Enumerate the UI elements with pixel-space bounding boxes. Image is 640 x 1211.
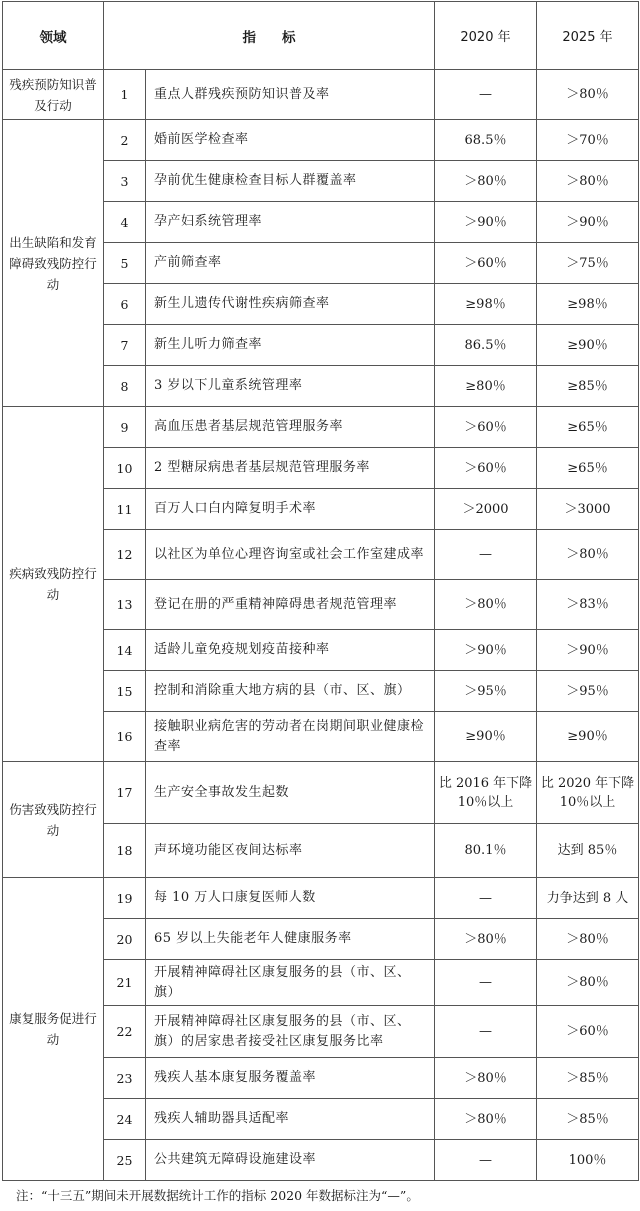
indicator-cell: 新生儿遗传代谢性疾病筛查率 [146, 284, 435, 325]
value-2025-cell: ＞75％ [537, 243, 639, 284]
value-2025-cell: ＞95％ [537, 671, 639, 712]
indicator-cell: 生产安全事故发生起数 [146, 762, 435, 824]
value-2025-cell: ＞3000 [537, 489, 639, 530]
row-number: 2 [104, 120, 146, 161]
domain-cell: 伤害致残防控行动 [3, 762, 104, 878]
indicator-cell: 百万人口白内障复明手术率 [146, 489, 435, 530]
indicator-cell: 产前筛查率 [146, 243, 435, 284]
row-number: 18 [104, 824, 146, 878]
value-2025-cell: ≥65％ [537, 448, 639, 489]
header-row [3, 2, 639, 70]
row-number: 24 [104, 1099, 146, 1140]
indicator-cell: 残疾人基本康复服务覆盖率 [146, 1058, 435, 1099]
row-number: 5 [104, 243, 146, 284]
value-2025-cell: ＞80％ [537, 919, 639, 960]
value-2020-cell: ≥80％ [435, 366, 537, 407]
indicator-cell: 2 型糖尿病患者基层规范管理服务率 [146, 448, 435, 489]
row-number: 9 [104, 407, 146, 448]
value-2025-cell: ≥90％ [537, 712, 639, 762]
row-number: 15 [104, 671, 146, 712]
value-2020-cell: 86.5％ [435, 325, 537, 366]
value-2025-cell: ＞80％ [537, 70, 639, 120]
indicator-cell: 新生儿听力筛查率 [146, 325, 435, 366]
indicator-cell: 孕产妇系统管理率 [146, 202, 435, 243]
row-number: 21 [104, 960, 146, 1006]
indicator-cell: 接触职业病危害的劳动者在岗期间职业健康检查率 [146, 712, 435, 762]
value-2020-cell: ＞60％ [435, 407, 537, 448]
indicator-cell: 声环境功能区夜间达标率 [146, 824, 435, 878]
table-body [3, 70, 639, 1181]
value-2020-cell: ＞80％ [435, 919, 537, 960]
row-number: 6 [104, 284, 146, 325]
row-number: 10 [104, 448, 146, 489]
value-2020-cell: 比 2016 年下降 10％以上 [435, 762, 537, 824]
row-number: 22 [104, 1006, 146, 1058]
domain-cell: 残疾预防知识普及行动 [3, 70, 104, 120]
indicator-cell: 登记在册的严重精神障碍患者规范管理率 [146, 580, 435, 630]
value-2025-cell: ＞83％ [537, 580, 639, 630]
indicator-cell: 3 岁以下儿童系统管理率 [146, 366, 435, 407]
table-row [3, 120, 639, 161]
value-2025-cell: ＞70％ [537, 120, 639, 161]
table-row [3, 70, 639, 120]
indicator-cell: 重点人群残疾预防知识普及率 [146, 70, 435, 120]
indicator-cell: 孕前优生健康检查目标人群覆盖率 [146, 161, 435, 202]
value-2025-cell: ＞60％ [537, 1006, 639, 1058]
value-2020-cell: — [435, 878, 537, 919]
table-row [3, 878, 639, 919]
row-number: 11 [104, 489, 146, 530]
value-2025-cell: 100％ [537, 1140, 639, 1181]
indicator-cell: 适龄儿童免疫规划疫苗接种率 [146, 630, 435, 671]
indicator-cell: 以社区为单位心理咨询室或社会工作室建成率 [146, 530, 435, 580]
value-2025-cell: ≥65％ [537, 407, 639, 448]
row-number: 3 [104, 161, 146, 202]
value-2025-cell: ＞85％ [537, 1058, 639, 1099]
table-row [3, 762, 639, 824]
value-2025-cell: ＞85％ [537, 1099, 639, 1140]
value-2020-cell: — [435, 1006, 537, 1058]
value-2020-cell: 80.1％ [435, 824, 537, 878]
domain-cell: 出生缺陷和发育障碍致残防控行动 [3, 120, 104, 407]
row-number: 12 [104, 530, 146, 580]
indicator-cell: 残疾人辅助器具适配率 [146, 1099, 435, 1140]
indicator-table [2, 1, 639, 1181]
indicator-cell: 公共建筑无障碍设施建设率 [146, 1140, 435, 1181]
value-2020-cell: — [435, 1140, 537, 1181]
value-2025-cell: ＞90％ [537, 202, 639, 243]
value-2020-cell: ＞95％ [435, 671, 537, 712]
row-number: 25 [104, 1140, 146, 1181]
table-row [3, 407, 639, 448]
row-number: 14 [104, 630, 146, 671]
value-2025-cell: 比 2020 年下降 10％以上 [537, 762, 639, 824]
row-number: 7 [104, 325, 146, 366]
row-number: 4 [104, 202, 146, 243]
domain-cell: 康复服务促进行动 [3, 878, 104, 1181]
row-number: 8 [104, 366, 146, 407]
value-2025-cell: ＞90％ [537, 630, 639, 671]
footnote: 注：“十三五”期间未开展数据统计工作的指标 2020 年数据标注为“—”。 [16, 1188, 419, 1203]
value-2020-cell: ＞60％ [435, 243, 537, 284]
row-number: 19 [104, 878, 146, 919]
value-2020-cell: ＞90％ [435, 630, 537, 671]
indicator-cell: 65 岁以上失能老年人健康服务率 [146, 919, 435, 960]
row-number: 16 [104, 712, 146, 762]
value-2020-cell: ＞60％ [435, 448, 537, 489]
value-2025-cell: ≥90％ [537, 325, 639, 366]
value-2025-cell: ＞80％ [537, 530, 639, 580]
domain-cell: 疾病致残防控行动 [3, 407, 104, 762]
indicator-cell: 每 10 万人口康复医师人数 [146, 878, 435, 919]
value-2020-cell: — [435, 70, 537, 120]
value-2025-cell: 达到 85％ [537, 824, 639, 878]
value-2020-cell: ＞80％ [435, 1099, 537, 1140]
header-2025: 2025 年 [537, 2, 639, 70]
indicator-cell: 开展精神障碍社区康复服务的县（市、区、旗） [146, 960, 435, 1006]
value-2025-cell: ＞80％ [537, 161, 639, 202]
row-number: 1 [104, 70, 146, 120]
value-2025-cell: 力争达到 8 人 [537, 878, 639, 919]
value-2020-cell: ＞90％ [435, 202, 537, 243]
header-indicator: 指标 [104, 2, 435, 70]
value-2020-cell: ＞80％ [435, 580, 537, 630]
row-number: 13 [104, 580, 146, 630]
indicator-cell: 控制和消除重大地方病的县（市、区、旗） [146, 671, 435, 712]
value-2025-cell: ≥85％ [537, 366, 639, 407]
value-2020-cell: ≥98％ [435, 284, 537, 325]
indicator-cell: 开展精神障碍社区康复服务的县（市、区、旗）的居家患者接受社区康复服务比率 [146, 1006, 435, 1058]
header-2020: 2020 年 [435, 2, 537, 70]
indicator-cell: 高血压患者基层规范管理服务率 [146, 407, 435, 448]
value-2020-cell: ≥90％ [435, 712, 537, 762]
value-2020-cell: — [435, 530, 537, 580]
value-2020-cell: ＞2000 [435, 489, 537, 530]
row-number: 20 [104, 919, 146, 960]
value-2020-cell: ＞80％ [435, 1058, 537, 1099]
row-number: 23 [104, 1058, 146, 1099]
value-2025-cell: ≥98％ [537, 284, 639, 325]
indicator-cell: 婚前医学检查率 [146, 120, 435, 161]
value-2025-cell: ＞80％ [537, 960, 639, 1006]
value-2020-cell: ＞80％ [435, 161, 537, 202]
value-2020-cell: — [435, 960, 537, 1006]
value-2020-cell: 68.5％ [435, 120, 537, 161]
header-domain: 领域 [3, 2, 104, 70]
row-number: 17 [104, 762, 146, 824]
